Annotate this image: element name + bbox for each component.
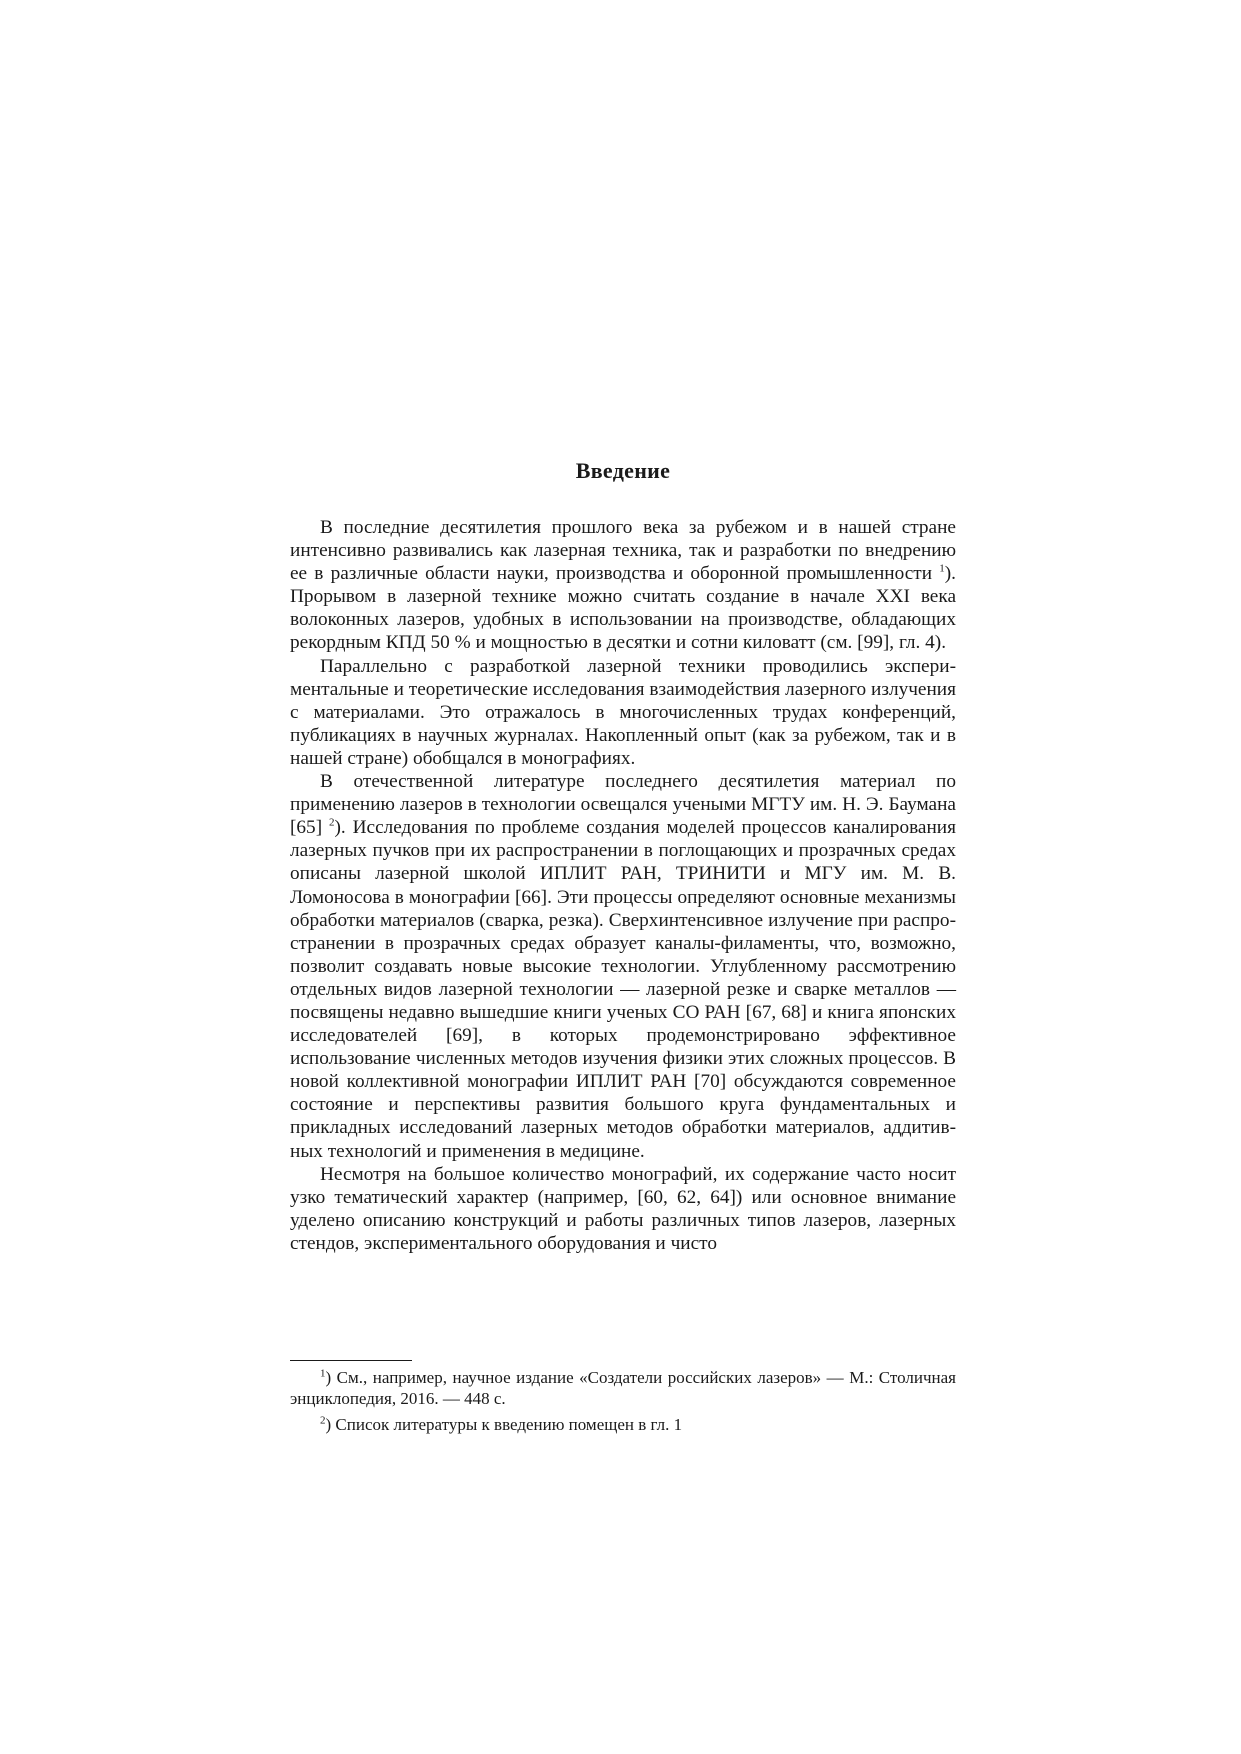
footnote-ref-1: 1 [939, 562, 945, 575]
footnote-ref-2: 2 [328, 816, 335, 829]
footnote-2 [290, 1414, 956, 1435]
paragraph-3-text-end: ). Исследования по проблеме создания моделей процессов каналирования лазерных пучков при их распространении в поглощающих и прозрачных средах описаны лазерной школой ИПЛИТ РАН, ТРИНИТИ и МГУ им. М. В. Ломоносова в монографии [66]. Эти процессы определяют основные механизмы обработки материалов (сварка, резка). Сверхинтенсивное излучение при распространении в прозрачных средах образует каналы-филаменты, что, возможно, позволит создавать новые высокие технологии. Углубленному рассмотрению отдельных видов лазерной технологии — лазерной резке и сварке металлов — посвящены недавно вышедшие книги ученых СО РАН [67, 68] и книга японских исследователей [69], в которых продемонстрировано эффективное использование численных методов изучения физики этих сложных процессов. В новой коллективной монографии ИПЛИТ РАН [70] обсуждаются современное состояние и перспективы развития большого круга фундаментальных и прикладных исследований лазерных методов обработки материалов, аддитивных технологий и применения в медицине. [290, 817, 956, 1162]
footnote-divider [290, 1360, 412, 1361]
paragraph-3-text-start: В отечественной литературе последнего десятилетия материал по применению лазеров в технологии освещался учеными МГТУ им. Н. Э. Баумана [65] [290, 771, 956, 839]
paragraph-2: Параллельно с разработкой лазерной техники проводились экспериментальные и теоретические исследования взаимодействия лазерного излучения с материалами. Это отражалось в многочисленных трудах конференций, публикациях в научных журналах. Накопленный опыт (как за рубежом, так и в нашей стране) обобщался в монографиях. [290, 655, 956, 769]
body-text [290, 516, 956, 1255]
paragraph-1-text-start: В последние десятилетия прошлого века за рубежом и в нашей стране интенсивно развивались как лазерная техника, так и разработки по внедрению ее в различные области науки, производства и оборонной промышленности [290, 517, 956, 585]
page-title: Введение [575, 458, 671, 483]
footnote-2-mark: 2 [320, 1414, 326, 1427]
paragraph-1-text-end: ). Прорывом в лазерной технике можно считать создание в начале XXI века волоконных лазеров, удобных в использовании на производстве, обладающих рекордным КПД 50 % и мощностью в десятки и сотни киловатт (см. [99], гл. 4). [290, 563, 956, 654]
footnote-1-mark: 1 [320, 1367, 326, 1380]
document-page [290, 0, 956, 1754]
paragraph-4: Несмотря на большое количество монографий, их содержание часто носит узко тематический характер (например, [60, 62, 64]) или основное внимание уделено описанию конструкций и работы различных типов лазеров, лазерных стендов, экспериментального оборудования и чисто [290, 1163, 956, 1254]
footnote-1 [290, 1367, 956, 1409]
paragraph-1 [290, 516, 956, 655]
footnotes [290, 1367, 956, 1440]
paragraph-3 [290, 770, 956, 1163]
footnote-2-text: ) Список литературы к введению помещен в гл. 1 [325, 1415, 683, 1434]
footnote-1-text: ) См., например, научное издание «Создатели российских лазеров» — М.: Столичная энциклопедия, 2016. — 448 с. [290, 1368, 956, 1408]
